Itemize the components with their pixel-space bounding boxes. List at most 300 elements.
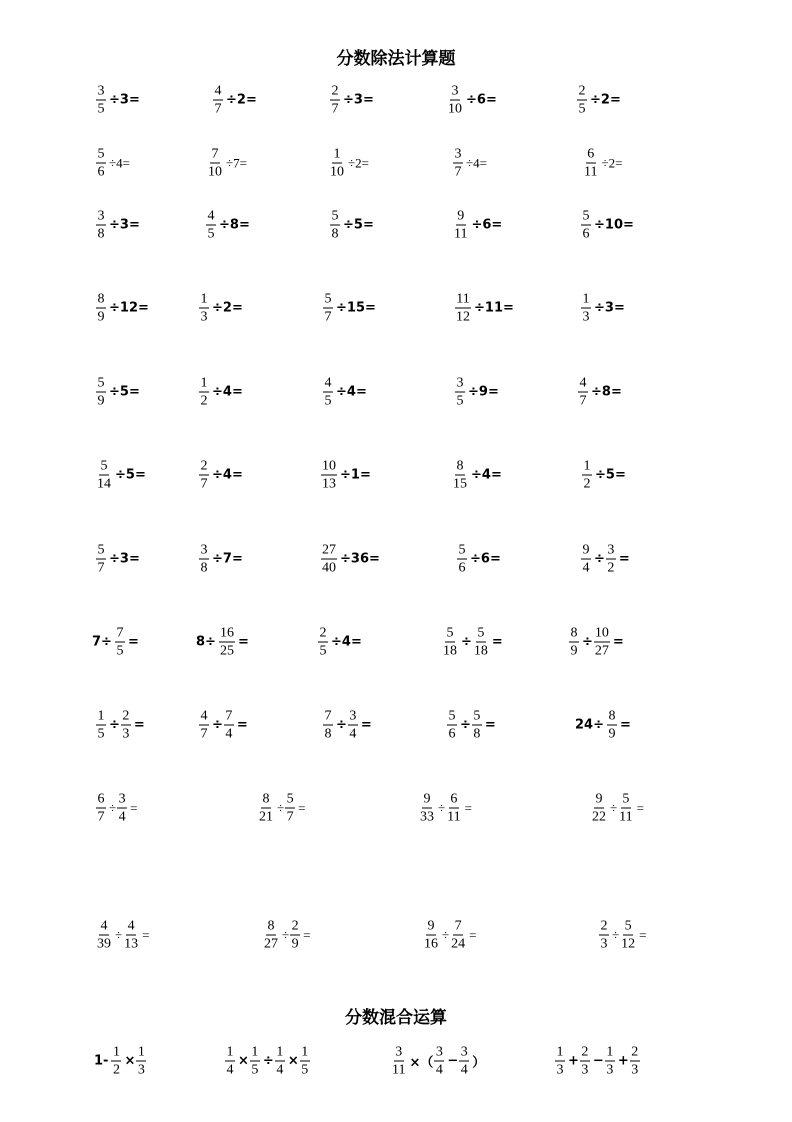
math-problem [95,792,137,825]
fraction-denominator: 11 [619,809,633,825]
fraction [111,1045,121,1078]
fraction [199,709,209,742]
operator-text: = [612,634,624,650]
math-problem [198,543,243,576]
math-problem [568,626,624,659]
fraction [321,459,337,492]
fraction-denominator: 5 [97,101,105,117]
operator-text: = [133,717,145,733]
fraction-numerator: 2 [581,1044,589,1060]
fraction-denominator: 21 [259,809,273,825]
fraction [442,626,458,659]
math-problem [95,147,130,180]
operator-text: + [568,1053,579,1069]
fraction [285,792,295,825]
fraction-numerator: 1 [200,375,208,391]
fraction-numerator: 3 [607,542,615,558]
operator-text: = [298,800,306,815]
fraction [447,84,463,117]
fraction-denominator: 3 [600,936,608,952]
operator-text: = [491,634,503,650]
fraction [569,626,579,659]
operator-text: + [617,1053,629,1069]
operator-text: ÷2= [601,155,623,170]
math-problem [322,709,372,742]
math-problem [329,84,374,117]
operator-text: ÷2= [212,300,243,316]
operator-text: = [142,927,150,942]
fraction [290,919,300,952]
math-problem [95,84,140,117]
fraction-numerator: 1 [251,1044,259,1060]
math-problem [329,209,374,242]
fraction-numerator: 5 [331,208,339,224]
fraction-denominator: 3 [631,1062,639,1078]
fraction [96,792,106,825]
operator-text: ÷ [460,717,471,733]
fraction-numerator: 2 [291,918,299,934]
operator-text: ÷5= [115,467,146,483]
fraction [423,919,439,952]
operator-text: ÷15= [336,300,376,316]
fraction-denominator: 10 [330,164,344,180]
fraction [620,919,636,952]
math-problem [451,459,502,492]
math-problem [446,709,496,742]
fraction-denominator: 5 [324,393,332,409]
operator-text: ÷ [212,717,223,733]
fraction-numerator: 5 [624,918,632,934]
fraction-denominator: 25 [219,643,234,659]
fraction-denominator: 10 [208,164,222,180]
math-problem [582,147,622,180]
fraction-denominator: 18 [473,643,488,659]
fraction-denominator: 6 [448,726,456,742]
fraction-denominator: 2 [607,560,615,576]
fraction-numerator: 5 [458,542,466,558]
fraction-denominator: 8 [200,560,208,576]
fraction-numerator: 9 [423,791,431,807]
operator-text: ÷9= [468,384,499,400]
fraction-denominator: 2 [583,476,591,492]
fraction [594,626,610,659]
fraction-denominator: 3 [606,1062,614,1078]
fraction-denominator: 3 [137,1062,145,1078]
fraction-denominator: 5 [456,393,464,409]
fraction-denominator: 40 [322,560,336,576]
math-problem [328,147,369,180]
fraction-denominator: 7 [324,309,332,325]
fraction [117,792,127,825]
fraction-numerator: 1 [276,1044,284,1060]
fraction [578,376,588,409]
math-problem [262,919,310,952]
fraction-denominator: 4 [582,560,590,576]
fraction [96,292,106,325]
operator-text: = [237,634,249,650]
fraction-denominator: 9 [97,309,105,325]
fraction-numerator: 2 [631,1044,639,1060]
operator-text: = [639,927,647,942]
operator-text: ÷3= [109,217,140,233]
fraction-numerator: 6 [587,146,595,162]
fraction-denominator: 8 [331,226,339,242]
operator-text: ÷ [115,927,123,942]
fraction-numerator: 10 [594,625,609,641]
fraction-numerator: 5 [582,208,590,224]
fraction-numerator: 2 [200,458,208,474]
math-problem [206,147,247,180]
math-problem [580,209,634,242]
operator-text: = [484,717,496,733]
operator-text: ÷ [612,927,620,942]
fraction-denominator: 5 [578,101,586,117]
fraction-denominator: 6 [582,226,590,242]
fraction-denominator: 3 [556,1062,564,1078]
fraction [96,709,106,742]
fraction-denominator: 4 [225,726,233,742]
math-problem [198,709,248,742]
fraction-denominator: 27 [264,936,278,952]
fraction-numerator: 7 [116,625,124,641]
operator-text: ÷2= [590,92,621,108]
operator-text: ÷ [282,927,290,942]
fraction [630,1045,640,1078]
fraction [459,1045,469,1078]
fraction-numerator: 5 [622,791,630,807]
fraction-denominator: 13 [322,476,336,492]
operator-text: = [130,800,138,815]
fraction-numerator: 4 [324,375,332,391]
math-problem [320,543,380,576]
fraction-denominator: 5 [319,643,327,659]
fraction-numerator: 8 [608,708,616,724]
operator-text: ÷ [582,634,593,650]
operator-text: ÷ [277,800,285,815]
fraction [123,919,139,952]
fraction [96,209,106,242]
fraction [115,626,125,659]
fraction-numerator: 4 [200,708,208,724]
math-problem [577,376,622,409]
operator-text: ÷2= [226,92,257,108]
fraction [219,626,235,659]
operator-text: ÷6= [466,92,497,108]
fraction [453,147,463,180]
operator-text: = [360,717,372,733]
fraction-denominator: 3 [122,726,130,742]
math-problem [418,792,472,825]
fraction-numerator: 1 [582,291,590,307]
fraction-numerator: 3 [456,375,464,391]
fraction-denominator: 8 [473,726,481,742]
fraction-denominator: 11 [392,1062,406,1078]
fraction-denominator: 5 [207,226,215,242]
fraction-denominator: 27 [594,643,609,659]
fraction-numerator: 4 [214,83,222,99]
operator-text: ÷7= [226,155,247,170]
fraction-numerator: 1 [333,146,341,162]
fraction-denominator: 5 [97,726,105,742]
fraction-numerator: 7 [211,146,219,162]
fraction-numerator: 1 [137,1044,145,1060]
operator-text: ÷1= [340,467,371,483]
operator-text: ÷ [442,927,450,942]
operator-text: = [303,927,311,942]
fraction [136,1045,146,1078]
fraction-denominator: 12 [621,936,636,952]
math-problem [580,543,630,576]
fraction-numerator: 9 [457,208,465,224]
math-problem [205,209,250,242]
operator-text: ÷4= [212,467,243,483]
fraction-numerator: 3 [460,1044,468,1060]
fraction-numerator: 5 [97,375,105,391]
math-problem [452,209,502,242]
operator-text: ÷ [262,1053,274,1069]
fraction [447,709,457,742]
math-problem [446,84,497,117]
fraction-numerator: 1 [200,291,208,307]
fraction [330,209,340,242]
operator-text: = [127,634,139,650]
fraction-numerator: 16 [219,625,234,641]
fraction [207,147,223,180]
fraction-denominator: 2 [200,393,208,409]
fraction-denominator: 24 [451,936,466,952]
fraction [419,792,435,825]
fraction-denominator: 3 [200,309,208,325]
fraction [121,709,131,742]
math-problem [576,84,621,117]
fraction-numerator: 27 [322,542,336,558]
fraction-denominator: 7 [579,393,587,409]
math-problem [95,919,149,952]
fraction [457,543,467,576]
operator-text: ÷ [610,800,618,815]
fraction-denominator: 4 [118,809,126,825]
fraction [206,209,216,242]
fraction-numerator: 5 [448,708,456,724]
math-problem [317,626,362,659]
fraction-numerator: 3 [97,208,105,224]
math-problem [95,209,140,242]
fraction-denominator: 9 [570,643,578,659]
fraction-numerator: 6 [450,791,458,807]
operator-text: − [592,1053,604,1069]
operator-text: = [619,717,631,733]
fraction-numerator: 1 [583,458,591,474]
operator-text: ÷3= [109,551,140,567]
fraction [591,792,607,825]
math-problem [575,709,631,742]
fraction-numerator: 6 [97,791,105,807]
fraction [321,543,337,576]
fraction [606,543,616,576]
math-problem [94,1045,147,1078]
fraction [581,543,591,576]
fraction [96,543,106,576]
operator-text: ÷3= [109,92,140,108]
math-problem [441,626,503,659]
fraction [323,376,333,409]
fraction-numerator: 3 [349,708,357,724]
fraction-numerator: 3 [118,791,126,807]
fraction-numerator: 4 [207,208,215,224]
fraction [224,709,234,742]
fraction [473,626,489,659]
fraction-numerator: 2 [578,83,586,99]
fraction [455,292,471,325]
operator-text: = [636,800,644,815]
math-problem [196,626,249,659]
operator-text: ÷5= [109,384,140,400]
fraction [323,709,333,742]
fraction-denominator: 3 [582,309,590,325]
fraction-denominator: 11 [584,164,598,180]
math-problem [198,376,243,409]
operator-text: = [469,927,477,942]
operator-text: ÷5= [343,217,374,233]
fraction [323,292,333,325]
fraction-numerator: 1 [226,1044,234,1060]
math-problem [390,1045,485,1078]
fraction-denominator: 4 [349,726,357,742]
operator-text: = [236,717,248,733]
fraction-denominator: 4 [226,1062,234,1078]
fraction [263,919,279,952]
operator-text: ÷11= [474,300,514,316]
fraction [607,709,617,742]
math-problem [580,292,625,325]
math-problem [454,376,499,409]
fraction-numerator: 1 [606,1044,614,1060]
operator-text: ÷4= [466,155,487,170]
operator-text: ÷ [109,717,120,733]
fraction [199,459,209,492]
operator-text: ÷3= [594,300,625,316]
fraction-numerator: 8 [97,291,105,307]
math-problem [322,376,367,409]
operator-text: 1- [94,1053,109,1069]
math-problem [554,1045,641,1078]
fraction-numerator: 5 [446,625,454,641]
fraction-numerator: 5 [473,708,481,724]
fraction-denominator: 7 [97,560,105,576]
fraction-denominator: 18 [443,643,457,659]
fraction [329,147,345,180]
operator-text: × [124,1053,136,1069]
fraction-denominator: 2 [112,1062,120,1078]
fraction-denominator: 10 [448,101,462,117]
math-problem [456,543,501,576]
fraction-denominator: 4 [460,1062,468,1078]
fraction-denominator: 7 [97,809,105,825]
fraction [318,626,328,659]
fraction-denominator: 9 [291,936,299,952]
operator-text: ÷8= [219,217,250,233]
math-problem [198,292,243,325]
fraction-denominator: 12 [456,309,470,325]
operator-text: ） [472,1055,486,1071]
math-problem [95,292,149,325]
fraction-numerator: 9 [427,918,435,934]
math-problem [92,626,139,659]
fraction [446,792,461,825]
fraction [96,919,112,952]
fraction-numerator: 4 [127,918,135,934]
operator-text: ÷36= [340,551,380,567]
fraction [582,459,592,492]
fraction [348,709,358,742]
fraction-denominator: 7 [200,726,208,742]
operator-text: ÷4= [331,634,362,650]
fraction-numerator: 1 [97,708,105,724]
operator-text: ÷5= [595,467,626,483]
fraction [213,84,223,117]
fraction-numerator: 9 [582,542,590,558]
fraction [472,709,482,742]
fraction [300,1045,310,1078]
fraction-numerator: 7 [454,918,462,934]
fraction-denominator: 6 [458,560,466,576]
fraction-numerator: 5 [97,146,105,162]
operator-text: ÷ [438,800,446,815]
math-problem [95,543,140,576]
fraction [581,292,591,325]
operator-text: 24÷ [575,717,604,733]
section-title-mixed: 分数混合运算 [345,1008,447,1028]
fraction-numerator: 5 [477,625,485,641]
fraction-numerator: 7 [225,708,233,724]
fraction-numerator: 9 [595,791,603,807]
fraction [96,376,106,409]
math-problem [590,792,644,825]
fraction [199,376,209,409]
fraction-denominator: 4 [435,1062,443,1078]
fraction [330,84,340,117]
fraction [577,84,587,117]
fraction-numerator: 4 [579,375,587,391]
fraction [225,1045,235,1078]
fraction [605,1045,615,1078]
math-problem [212,84,257,117]
fraction-denominator: 7 [454,164,462,180]
fraction [581,209,591,242]
fraction-numerator: 8 [262,791,270,807]
fraction [96,147,106,180]
operator-text: ÷4= [109,155,130,170]
fraction-denominator: 9 [608,726,616,742]
math-problem [224,1045,311,1078]
fraction-numerator: 2 [319,625,327,641]
fraction-numerator: 3 [451,83,459,99]
fraction [199,292,209,325]
fraction-numerator: 5 [286,791,294,807]
fraction-denominator: 16 [424,936,438,952]
fraction [275,1045,285,1078]
fraction-numerator: 8 [456,458,464,474]
fraction-numerator: 3 [435,1044,443,1060]
operator-text: 7÷ [92,634,112,650]
math-problem [95,709,145,742]
operator-text: − [447,1053,459,1069]
fraction [455,376,465,409]
fraction [555,1045,565,1078]
fraction [583,147,598,180]
fraction-denominator: 9 [97,393,105,409]
operator-text: ÷4= [471,467,502,483]
